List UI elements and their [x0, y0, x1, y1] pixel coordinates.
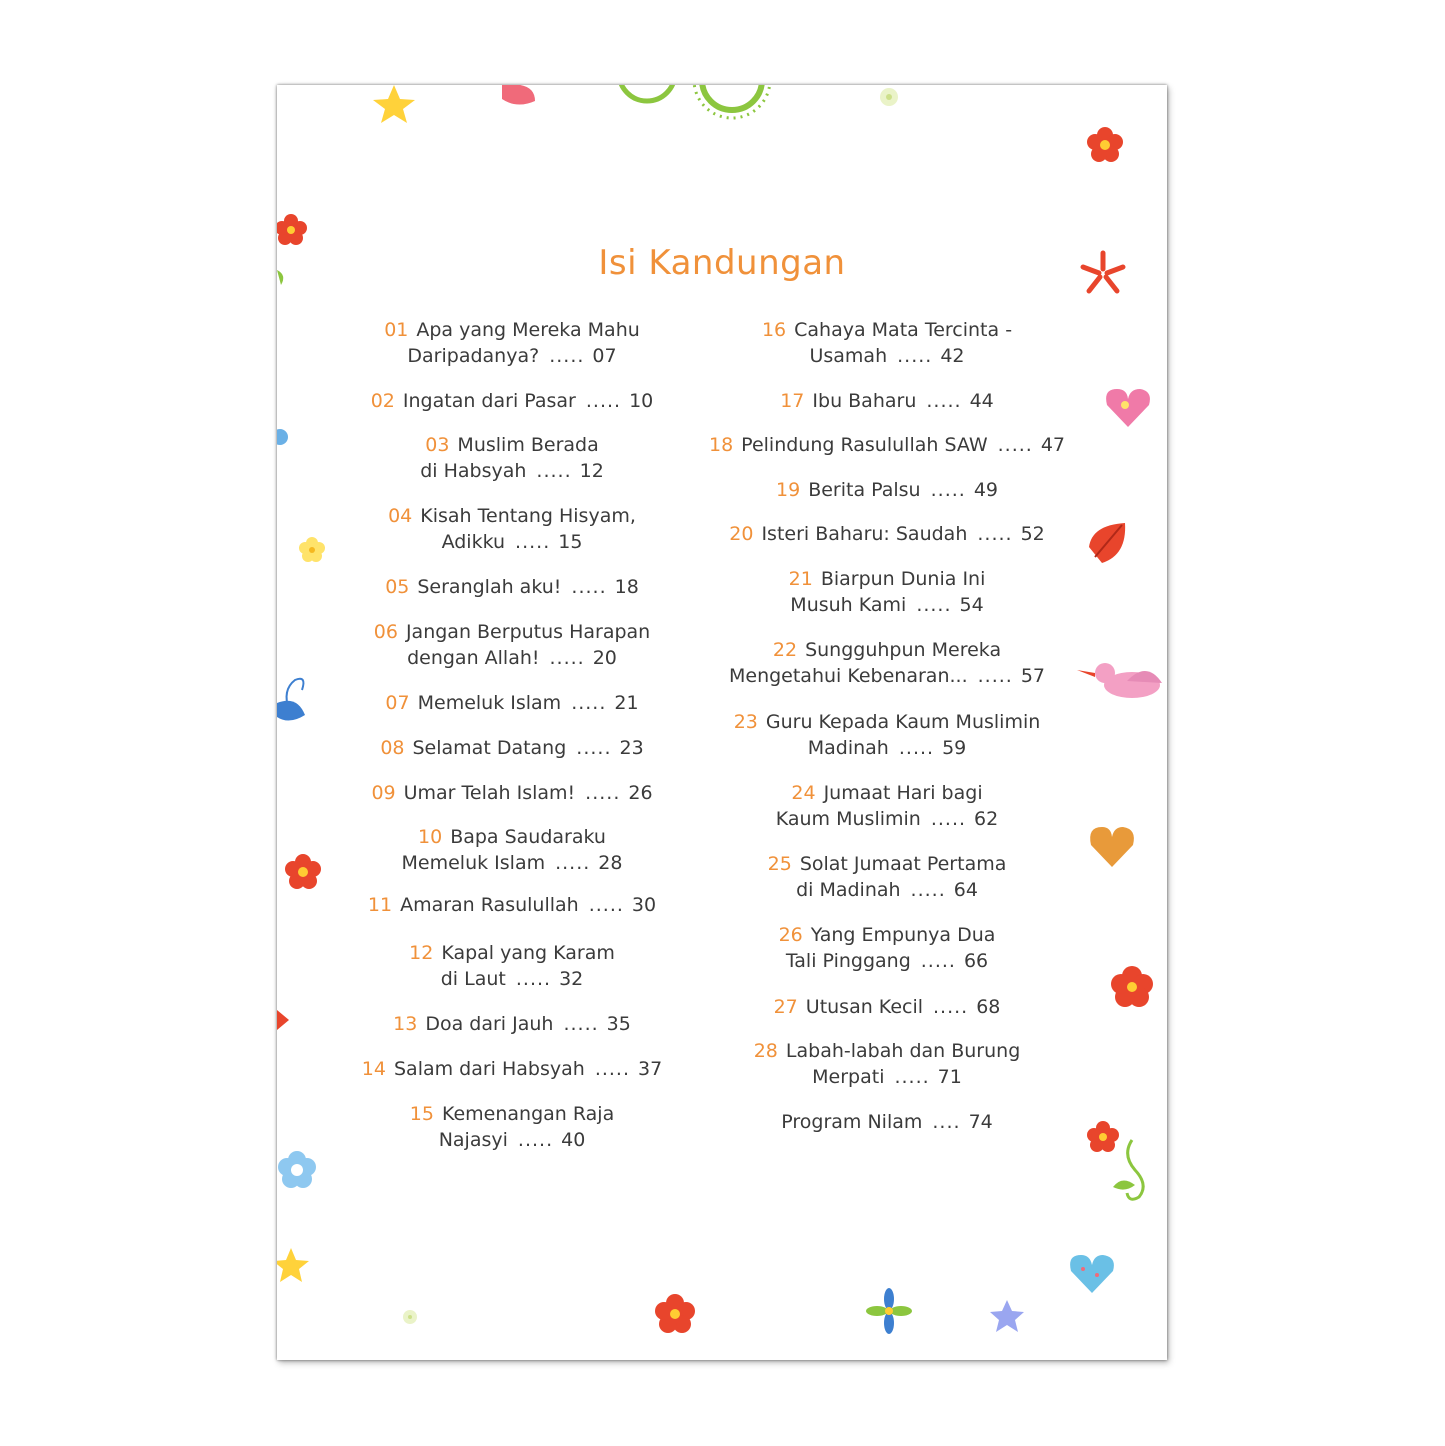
- chapter-number: 01: [384, 319, 409, 341]
- chapter-title: Ibu Baharu: [812, 390, 917, 412]
- page-number: 35: [606, 1013, 631, 1035]
- page-number: 62: [974, 808, 999, 830]
- bird-icon: [1077, 663, 1162, 698]
- toc-entry-line: [687, 1109, 1087, 1135]
- toc-entry-line: [317, 1127, 707, 1153]
- toc-entry: [317, 735, 707, 761]
- petal-icon: [502, 85, 535, 105]
- chapter-number: 07: [385, 692, 410, 714]
- toc-entry-line: [317, 619, 707, 645]
- toc-entry-line: [687, 994, 1087, 1020]
- small-flower-icon: [880, 88, 898, 106]
- chapter-title: Guru Kepada Kaum Muslimin: [765, 711, 1041, 733]
- toc-entry-line: [687, 592, 1087, 618]
- chapter-title: Madinah: [807, 737, 889, 759]
- toc-entry: [317, 432, 707, 484]
- toc-entry: [687, 780, 1087, 832]
- toc-entry-line: [317, 1101, 707, 1127]
- toc-entry: [317, 388, 707, 414]
- dot-leader: .....: [588, 894, 624, 916]
- page-number: 68: [976, 996, 1001, 1018]
- toc-entry-line: [317, 432, 707, 458]
- toc-entry: [687, 477, 1087, 503]
- toc-entry-line: [687, 780, 1087, 806]
- toc-entry: [687, 432, 1087, 458]
- toc-entry: [317, 824, 707, 876]
- toc-entry: [317, 619, 707, 671]
- flower-icon: [1087, 1121, 1119, 1152]
- page-number: 18: [614, 576, 639, 598]
- chapter-number: 04: [388, 505, 413, 527]
- toc-entry-line: [687, 343, 1087, 369]
- dot-leader: .....: [930, 808, 967, 830]
- chapter-number: 28: [753, 1040, 778, 1062]
- toc-entry-line: [317, 529, 707, 555]
- toc-entry-line: [317, 1056, 707, 1082]
- chapter-title: Najasyi: [438, 1129, 508, 1151]
- dot-leader: .....: [549, 647, 585, 669]
- page-number: 71: [937, 1066, 962, 1088]
- chapter-title: di Madinah: [796, 879, 901, 901]
- toc-entry-line: [687, 948, 1087, 974]
- leaf-icon: [1089, 523, 1125, 563]
- toc-entry-line: [687, 388, 1087, 414]
- toc-entry-line: [687, 477, 1087, 503]
- page-number: 20: [592, 647, 617, 669]
- toc-entry-line: [317, 317, 707, 343]
- page-number: 49: [973, 479, 998, 501]
- page-number: 10: [629, 390, 654, 412]
- chapter-title: Doa dari Jauh: [425, 1013, 554, 1035]
- toc-entry: [317, 1056, 707, 1082]
- page-number: 21: [614, 692, 639, 714]
- page-number: 15: [558, 531, 583, 553]
- toc-entry-line: [687, 317, 1087, 343]
- toc-entry: [687, 851, 1087, 903]
- toc-entry: [317, 1101, 707, 1153]
- chapter-number: 10: [418, 826, 443, 848]
- chapter-number: 25: [767, 853, 792, 875]
- heart-icon: [1090, 827, 1134, 867]
- flower-icon: [277, 214, 307, 245]
- heart-icon: [1106, 389, 1150, 427]
- dot-leader: .....: [977, 665, 1013, 687]
- toc-entry-line: [317, 735, 707, 761]
- chapter-title: Memeluk Islam: [417, 692, 562, 714]
- toc-entry: [317, 690, 707, 716]
- vine-icon: [1113, 1140, 1143, 1199]
- dot-leader: .....: [898, 737, 935, 759]
- dot-leader: .....: [977, 523, 1013, 545]
- chapter-title: Kemenangan Raja: [441, 1103, 615, 1125]
- swirl-plant-icon: [277, 679, 305, 721]
- toc-entry: [317, 940, 707, 992]
- chapter-title: Mengetahui Kebenaran...: [728, 665, 968, 687]
- toc-entry: [687, 1038, 1087, 1090]
- chapter-number: 19: [776, 479, 801, 501]
- toc-entry-line: [687, 806, 1087, 832]
- page-title: Isi Kandungan: [598, 243, 846, 283]
- ring-decoration-icon: [619, 85, 770, 118]
- page-number: 12: [579, 460, 604, 482]
- dot-leader: .....: [594, 1058, 631, 1080]
- dot-leader: .....: [920, 950, 956, 972]
- toc-entry-line: [317, 780, 707, 806]
- dot-leader: .....: [576, 737, 612, 759]
- chapter-number: 15: [409, 1103, 434, 1125]
- toc-entry-line: [687, 1038, 1087, 1064]
- chapter-number: 03: [425, 434, 450, 456]
- book-page: [277, 85, 1167, 1360]
- blue-flower-icon: [866, 1288, 912, 1334]
- toc-entry-line: [687, 566, 1087, 592]
- dot-leader: .....: [894, 1066, 930, 1088]
- chapter-title: Program Nilam: [781, 1111, 923, 1133]
- chapter-title: Labah-labah dan Burung: [785, 1040, 1021, 1062]
- page-number: 28: [598, 852, 623, 874]
- dot-leader: .....: [515, 968, 552, 990]
- page-number: 40: [561, 1129, 586, 1151]
- toc-entry-line: [687, 432, 1087, 458]
- chapter-title: Selamat Datang: [412, 737, 567, 759]
- page-number: 57: [1020, 665, 1045, 687]
- dot-leader: .....: [517, 1129, 554, 1151]
- chapter-number: 21: [788, 568, 813, 590]
- chapter-number: 27: [773, 996, 798, 1018]
- toc-entry-line: [687, 709, 1087, 735]
- chapter-title: Muslim Berada: [457, 434, 599, 456]
- toc-entry: [687, 317, 1087, 369]
- toc-entry-line: [317, 892, 707, 918]
- toc-entry-line: [317, 690, 707, 716]
- dot-leader: .....: [555, 852, 591, 874]
- dot-leader: .....: [585, 782, 621, 804]
- chapter-title: Isteri Baharu: Saudah: [761, 523, 968, 545]
- toc-entry-line: [317, 388, 707, 414]
- toc-entry-line: [317, 1011, 707, 1037]
- dot-leader: .....: [515, 531, 551, 553]
- chapter-title: di Habsyah: [420, 460, 527, 482]
- page-number: 74: [968, 1111, 993, 1133]
- chapter-number: 14: [361, 1058, 386, 1080]
- chapter-title: Biarpun Dunia Ini: [820, 568, 986, 590]
- chapter-title: Kaum Muslimin: [775, 808, 921, 830]
- heart-icon: [1070, 1255, 1114, 1293]
- chapter-title: Memeluk Islam: [401, 852, 546, 874]
- flower-icon: [285, 854, 321, 889]
- page-number: 54: [959, 594, 984, 616]
- chapter-title: Cahaya Mata Tercinta -: [794, 319, 1013, 341]
- chapter-title: Amaran Rasulullah: [400, 894, 579, 916]
- toc-entry: [317, 317, 707, 369]
- toc-entry-line: [687, 922, 1087, 948]
- page-number: 37: [638, 1058, 663, 1080]
- page-number: 64: [953, 879, 978, 901]
- toc-entry-line: [317, 574, 707, 600]
- chapter-number: 09: [371, 782, 396, 804]
- toc-entry-line: [317, 940, 707, 966]
- toc-entry: [687, 922, 1087, 974]
- chapter-number: 06: [373, 621, 398, 643]
- chapter-title: dengan Allah!: [407, 647, 540, 669]
- chapter-number: 05: [385, 576, 410, 598]
- chapter-title: Seranglah aku!: [417, 576, 562, 598]
- toc-entry-line: [687, 637, 1087, 663]
- toc-entry-line: [687, 877, 1087, 903]
- chapter-title: Pelindung Rasulullah SAW: [741, 434, 988, 456]
- page-number: 26: [628, 782, 653, 804]
- page-number: 32: [559, 968, 584, 990]
- chapter-title: Jangan Berputus Harapan: [405, 621, 651, 643]
- dot-leader: .....: [910, 879, 946, 901]
- chapter-number: 23: [733, 711, 758, 733]
- chapter-number: 16: [761, 319, 787, 341]
- toc-entry-line: [317, 850, 707, 876]
- chapter-title: Utusan Kecil: [805, 996, 924, 1018]
- chapter-title: Solat Jumaat Pertama: [799, 853, 1007, 875]
- chapter-title: Yang Empunya Dua: [810, 924, 996, 946]
- star-icon: [990, 1300, 1024, 1332]
- page-number: 52: [1020, 523, 1045, 545]
- chapter-title: Sungguhpun Mereka: [805, 639, 1002, 661]
- toc-entry-line: [687, 851, 1087, 877]
- toc-entry: [687, 637, 1087, 689]
- dot-leader: .....: [997, 434, 1033, 456]
- chapter-title: Umar Telah Islam!: [403, 782, 576, 804]
- dot-leader: .....: [563, 1013, 599, 1035]
- chapter-title: Kapal yang Karam: [441, 942, 615, 964]
- chapter-title: Bapa Saudaraku: [450, 826, 606, 848]
- chapter-title: Tali Pinggang: [785, 950, 911, 972]
- dot-leader: .....: [571, 692, 607, 714]
- chapter-number: 24: [791, 782, 816, 804]
- chapter-number: 11: [367, 894, 393, 916]
- chapter-title: Salam dari Habsyah: [393, 1058, 585, 1080]
- toc-entry-line: [317, 645, 707, 671]
- toc-entry-line: [317, 824, 707, 850]
- dot-leader: .....: [585, 390, 622, 412]
- chapter-title: Daripadanya?: [407, 345, 540, 367]
- toc-entry-line: [687, 1064, 1087, 1090]
- chapter-title: Jumaat Hari bagi: [823, 782, 983, 804]
- dot-icon: [277, 429, 288, 445]
- page-number: 47: [1040, 434, 1066, 456]
- blue-flower-icon: [278, 1151, 316, 1188]
- small-flower-icon: [403, 1310, 417, 1324]
- page-number: 07: [592, 345, 617, 367]
- toc-entry-line: [687, 735, 1087, 761]
- toc-entry-line: [317, 966, 707, 992]
- chapter-number: 17: [780, 390, 805, 412]
- toc-entry: [317, 780, 707, 806]
- toc-entry-line: [317, 458, 707, 484]
- chapter-title: Apa yang Mereka Mahu: [416, 319, 640, 341]
- dot-leader: .....: [926, 390, 962, 412]
- toc-entry: [687, 709, 1087, 761]
- toc-entry: [317, 1011, 707, 1037]
- toc-entry-line: [317, 343, 707, 369]
- chapter-title: Musuh Kami: [790, 594, 907, 616]
- dot-leader: .....: [549, 345, 585, 367]
- dot-leader: .....: [536, 460, 572, 482]
- chapter-number: 02: [370, 390, 395, 412]
- flower-icon: [655, 1294, 695, 1333]
- dot-leader: .....: [916, 594, 952, 616]
- toc-entry: [687, 1109, 1087, 1135]
- dot-leader: .....: [571, 576, 607, 598]
- toc-entry: [687, 388, 1087, 414]
- chapter-title: Merpati: [812, 1066, 885, 1088]
- petal-icon: [277, 1010, 289, 1030]
- flower-icon: [1111, 966, 1153, 1007]
- chapter-title: Ingatan dari Pasar: [402, 390, 576, 412]
- chapter-title: di Laut: [440, 968, 506, 990]
- toc-entry-line: [687, 521, 1087, 547]
- page-number: 59: [942, 737, 967, 759]
- toc-entry: [687, 994, 1087, 1020]
- chapter-title: Berita Palsu: [808, 479, 921, 501]
- chapter-number: 26: [778, 924, 803, 946]
- chapter-number: 18: [708, 434, 734, 456]
- page-number: 42: [940, 345, 965, 367]
- dot-leader: ....: [932, 1111, 961, 1133]
- dot-leader: .....: [897, 345, 933, 367]
- chapter-title: Adikku: [441, 531, 506, 553]
- chapter-number: 12: [409, 942, 434, 964]
- toc-entry: [317, 574, 707, 600]
- toc-entry-line: [317, 503, 707, 529]
- page-number: 44: [969, 390, 994, 412]
- star-icon: [373, 85, 415, 123]
- toc-entry: [317, 892, 707, 918]
- chapter-number: 20: [729, 523, 754, 545]
- chapter-number: 22: [772, 639, 798, 661]
- toc-entry-line: [687, 663, 1087, 689]
- page-number: 30: [631, 894, 657, 916]
- chapter-title: Kisah Tentang Hisyam,: [420, 505, 636, 527]
- page-number: 23: [619, 737, 644, 759]
- dot-leader: .....: [930, 479, 966, 501]
- dot-leader: .....: [933, 996, 969, 1018]
- toc-entry: [687, 521, 1087, 547]
- chapter-number: 13: [393, 1013, 418, 1035]
- chapter-number: 08: [380, 737, 405, 759]
- flower-icon: [1087, 127, 1123, 162]
- toc-entry: [687, 566, 1087, 618]
- star-icon: [277, 1248, 309, 1282]
- page-number: 66: [963, 950, 989, 972]
- toc-entry: [317, 503, 707, 555]
- chapter-title: Usamah: [809, 345, 888, 367]
